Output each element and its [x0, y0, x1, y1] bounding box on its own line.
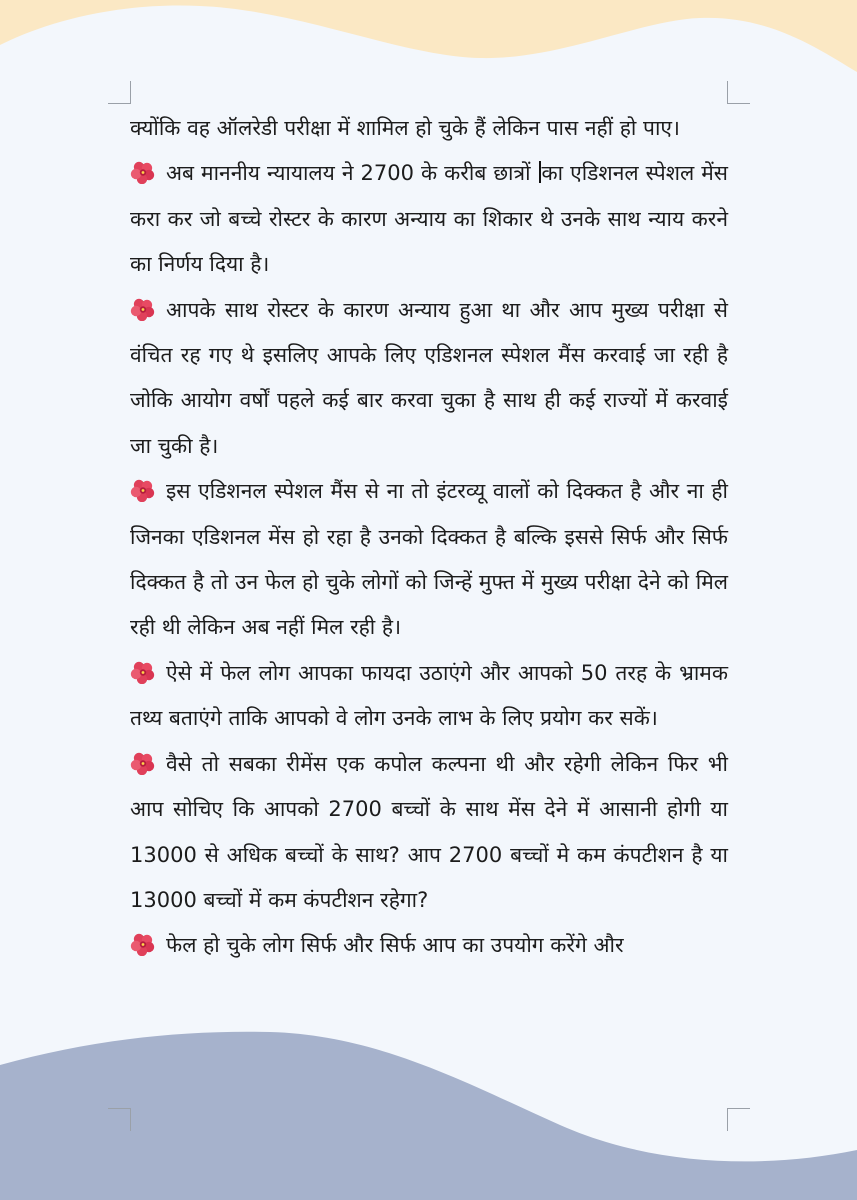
hibiscus-icon	[130, 932, 156, 956]
corner-mark-top-left	[108, 81, 131, 104]
paragraph-5-text: वैसे तो सबका रीमेंस एक कपोल कल्पना थी और रहेगी लेकिन फिर भी आप सोचिए कि आपको 2700 बच्चों के साथ मेंस देने में आसानी होगी या 13000 से अधिक बच्चों के साथ? आप 2700 बच्चों मे कम कंपटीशन है या 13000 बच्चों में कम कंपटीशन रहेगा?	[130, 751, 728, 912]
paragraph-2-text: आपके साथ रोस्टर के कारण अन्याय हुआ था और आप मुख्य परीक्षा से वंचित रह गए थे इसलिए आपके लिए एडिशनल स्पेशल मैंस करवाई जा रही है जोकि आयोग वर्षों पहले कई बार करवा चुका है साथ ही कई राज्यों में करवाई जा चुकी है।	[130, 297, 728, 458]
corner-mark-top-right	[727, 81, 750, 104]
paragraph-3-text: इस एडिशनल स्पेशल मैंस से ना तो इंटरव्यू वालों को दिक्कत है और ना ही जिनका एडिशनल मेंस हो रहा है उनको दिक्कत है बल्कि इससे सिर्फ और सिर्फ दिक्कत है तो उन फेल हो चुके लोगों को जिन्हें मुफ्त में मुख्य परीक्षा देने को मिल रही थी लेकिन अब नहीं मिल रही है।	[130, 479, 728, 640]
hibiscus-icon	[130, 751, 156, 775]
intro-paragraph	[130, 106, 728, 151]
paragraph-4	[130, 651, 728, 742]
paragraph-3	[130, 469, 728, 651]
paragraph-6-text: फेल हो चुके लोग सिर्फ और सिर्फ आप का उपयोग करेंगे और	[166, 933, 624, 958]
hibiscus-icon	[130, 160, 156, 184]
paragraph-1	[130, 151, 728, 287]
hibiscus-icon	[130, 660, 156, 684]
paragraph-6	[130, 923, 728, 968]
hibiscus-icon	[130, 478, 156, 502]
paragraph-5	[130, 742, 728, 924]
text-cursor	[539, 161, 541, 183]
paragraph-1-text-after-cursor: का एडिशनल स्पेशल मेंस करा कर जो बच्चे रोस्टर के कारण अन्याय का शिकार थे उनके साथ न्याय करने का निर्णय दिया है।	[130, 161, 729, 277]
intro-text: क्योंकि वह ऑलरेडी परीक्षा में शामिल हो चुके हैं लेकिन पास नहीं हो पाए।	[130, 116, 680, 140]
corner-mark-bottom-right	[727, 1108, 750, 1131]
document-body	[130, 106, 728, 969]
paragraph-2	[130, 288, 728, 470]
paragraph-1-text-before-cursor: अब माननीय न्यायालय ने 2700 के करीब छात्रों	[166, 161, 538, 186]
corner-mark-bottom-left	[108, 1108, 131, 1131]
paragraph-4-text: ऐसे में फेल लोग आपका फायदा उठाएंगे और आपको 50 तरह के भ्रामक तथ्य बताएंगे ताकि आपको वे लोग उनके लाभ के लिए प्रयोग कर सकें।	[130, 660, 728, 731]
hibiscus-icon	[130, 297, 156, 321]
